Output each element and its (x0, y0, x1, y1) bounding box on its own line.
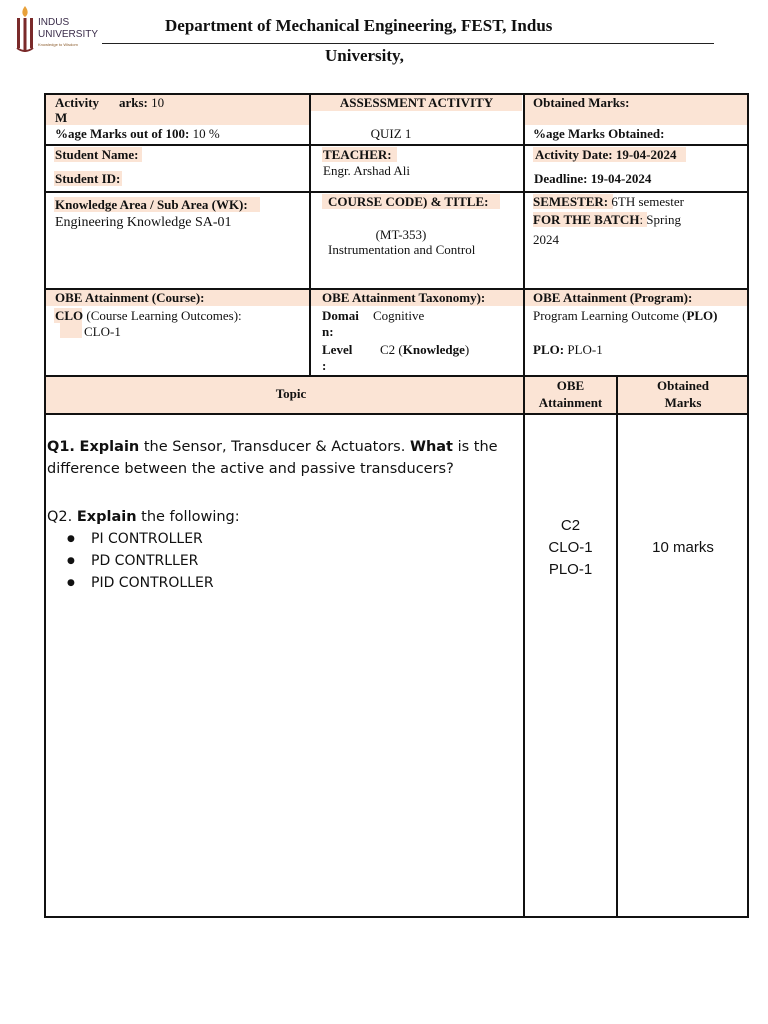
obe-attainment-header: OBE (556, 378, 585, 393)
page-title-cont: University, (325, 46, 404, 65)
obe-attainment-header-cont: Attainment (538, 395, 603, 410)
plo-text: Program Learning Outcome ( (533, 308, 687, 323)
obtained-marks-header-cont: Marks (664, 395, 702, 410)
page-title: Department of Mechanical Engineering, FEST, Indus (165, 16, 553, 35)
obe-c-level: C2 (560, 517, 581, 534)
course-code: (MT-353) (375, 227, 427, 242)
batch-value: : Spring (639, 212, 681, 227)
level-value-post: ) (464, 342, 470, 357)
marks-label: arks: (119, 95, 148, 110)
q1-what: What (409, 439, 453, 455)
domain-value: Cognitive (373, 308, 425, 323)
logo-line2: UNIVERSITY (38, 29, 99, 40)
q1-line2: difference between the active and passive transducers? (47, 461, 454, 477)
plo-label: PLO: (533, 342, 565, 357)
q1-num: Q1. (47, 439, 75, 455)
row-divider (44, 413, 749, 415)
torch-logo-icon (14, 4, 36, 52)
level-value-pre: C2 ( (380, 342, 403, 357)
obtained-marks-value: 10 marks (652, 539, 714, 556)
q1-rest: the Sensor, Transducer & Actuators. (143, 439, 406, 455)
marks-value: 10 (151, 95, 165, 110)
row-divider (44, 191, 749, 193)
plo-close: ) (713, 308, 718, 323)
question-1 (47, 436, 519, 480)
pct-marks-value: 10 % (192, 126, 220, 141)
clo-value: CLO-1 (84, 324, 121, 339)
clo-text: (Course Learning Outcomes): (86, 308, 242, 323)
obe-plo: PLO-1 (548, 561, 593, 578)
activity-date: Activity Date: 19-04-2024 (535, 147, 677, 162)
knowledge-area-value: Engineering Knowledge SA-01 (55, 215, 232, 230)
obe-clo: CLO-1 (548, 539, 593, 556)
assessment-activity-value: QUIZ 1 (370, 126, 412, 141)
university-logo (14, 4, 104, 52)
teacher-value: Engr. Arshad Ali (323, 163, 411, 178)
activity-label-m: M (55, 110, 68, 125)
knowledge-area-label: Knowledge Area / Sub Area (WK): (55, 197, 248, 212)
list-item: ● PI CONTROLLER (47, 528, 214, 550)
domain-label: Domai (322, 308, 359, 323)
semester-value: 6TH semester (611, 194, 684, 209)
student-name-label: Student Name: (55, 147, 139, 162)
level-label-cont: : (322, 358, 327, 373)
batch-year: 2024 (533, 232, 559, 247)
pct-marks-label: %age Marks out of 100: (55, 126, 190, 141)
title-rule (102, 43, 714, 44)
q2-verb: Explain (76, 509, 137, 525)
controller-list (47, 528, 214, 594)
question-2 (47, 506, 240, 528)
row-divider (44, 375, 749, 377)
topic-header: Topic (275, 386, 307, 401)
course-label: COURSE CODE) & TITLE: (328, 194, 489, 209)
logo-tagline: Knowledge to Wisdom (38, 42, 78, 47)
q1-verb: Explain (79, 439, 140, 455)
plo-abbr: PLO (686, 308, 714, 323)
assessment-activity-label: ASSESSMENT ACTIVITY (339, 95, 494, 110)
level-label: Level (322, 342, 353, 357)
obe-program-label: OBE Attainment (Program): (533, 290, 693, 305)
list-item: ● PD CONTRLLER (47, 550, 214, 572)
q2-num: Q2. (47, 509, 73, 525)
obe-course-label: OBE Attainment (Course): (55, 290, 205, 305)
row-divider (44, 144, 749, 146)
list-item: ● PID CONTROLLER (47, 572, 214, 594)
logo-line1: INDUS (38, 17, 70, 28)
taxonomy-label: OBE Attainment Taxonomy): (322, 290, 486, 305)
pct-obtained-label: %age Marks Obtained: (533, 126, 665, 141)
obtained-marks-label: Obtained Marks: (533, 95, 630, 110)
col-divider (616, 376, 618, 918)
deadline: Deadline: 19-04-2024 (534, 171, 652, 186)
level-value-bold: Knowledge (402, 342, 465, 357)
obtained-marks-header: Obtained (656, 378, 709, 393)
domain-label-cont: n: (322, 324, 334, 339)
q1-tail: is the (457, 439, 498, 455)
teacher-label: TEACHER: (323, 147, 392, 162)
clo-label: CLO (55, 308, 84, 323)
course-title: Instrumentation and Control (328, 242, 476, 257)
plo-value: PLO-1 (567, 342, 603, 357)
col-divider (523, 93, 525, 918)
semester-label: SEMESTER: (533, 194, 609, 209)
activity-label: Activity (55, 95, 100, 110)
batch-label: FOR THE BATCH (533, 212, 640, 227)
q2-rest: the following: (141, 509, 240, 525)
student-id-label: Student ID: (55, 171, 121, 186)
